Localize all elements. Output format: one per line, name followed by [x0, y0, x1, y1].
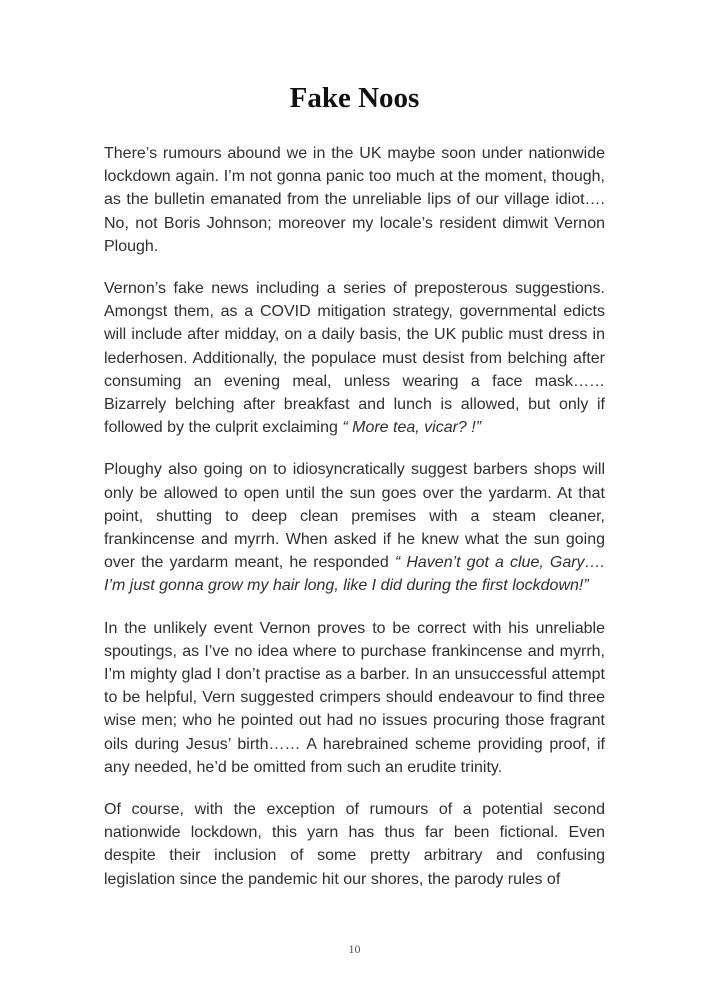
paragraph-4-text: In the unlikely event Vernon proves to be correct with his unreliable spoutings, as I’ve no idea where to purchase frankincense and myrrh, I’m mighty glad I don’t practise as a barber. In an unsuccessful attempt to be helpful, Vern suggested crimpers should endeavour to find three wise men; who he pointed out had no issues procuring those fragrant oils during Jesus’ birth…… A harebrained scheme providing proof, if any needed, he’d be omitted from such an erudite trinity.: [104, 619, 605, 776]
paragraph-2-quote: “ More tea, vicar? !”: [342, 419, 482, 437]
page-number: 10: [348, 942, 361, 956]
paragraph-4: [104, 617, 605, 779]
paragraph-1-text: There’s rumours abound we in the UK maybe soon under nationwide lockdown again. I’m not gonna panic too much at the moment, though, as the bulletin emanated from the unreliable lips of our village idiot…. No, not Boris Johnson; moreover my locale’s resident dimwit Vernon Plough.: [104, 145, 605, 255]
paragraph-5-text: Of course, with the exception of rumours of a potential second nationwide lockdown, this yarn has thus far been fictional. Even despite their inclusion of some pretty arbitrary and confusing legislation since the pandemic hit our shores, the parody rules of: [104, 801, 605, 888]
paragraph-2: [104, 277, 605, 439]
paragraph-3: [104, 458, 605, 597]
paragraph-1: [104, 142, 605, 258]
body-text: [104, 142, 605, 910]
paragraph-5: [104, 798, 605, 891]
paragraph-3-quote: “ Haven’t got a clue, Gary…. I’m just gonna grow my hair long, like I did during the first lockdown!”: [104, 554, 606, 595]
page-title: Fake Noos: [289, 82, 420, 114]
paragraph-2-text: Vernon’s fake news including a series of preposterous suggestions. Amongst them, as a COVID mitigation strategy, governmental edicts will include after midday, on a daily basis, the UK public must dress in lederhosen. Additionally, the populace must desist from belching after consuming an evening meal, unless wearing a face mask…… Bizarrely belching after breakfast and lunch is allowed, but only if followed by the culprit exclaiming: [104, 280, 605, 437]
paragraph-3-text: Ploughy also going on to idiosyncratically suggest barbers shops will only be allowed to open until the sun goes over the yardarm. At that point, shutting to deep clean premises with a steam cleaner, frankincense and myrrh. When asked if he knew what the sun going over the yardarm meant, he responded: [104, 461, 605, 572]
